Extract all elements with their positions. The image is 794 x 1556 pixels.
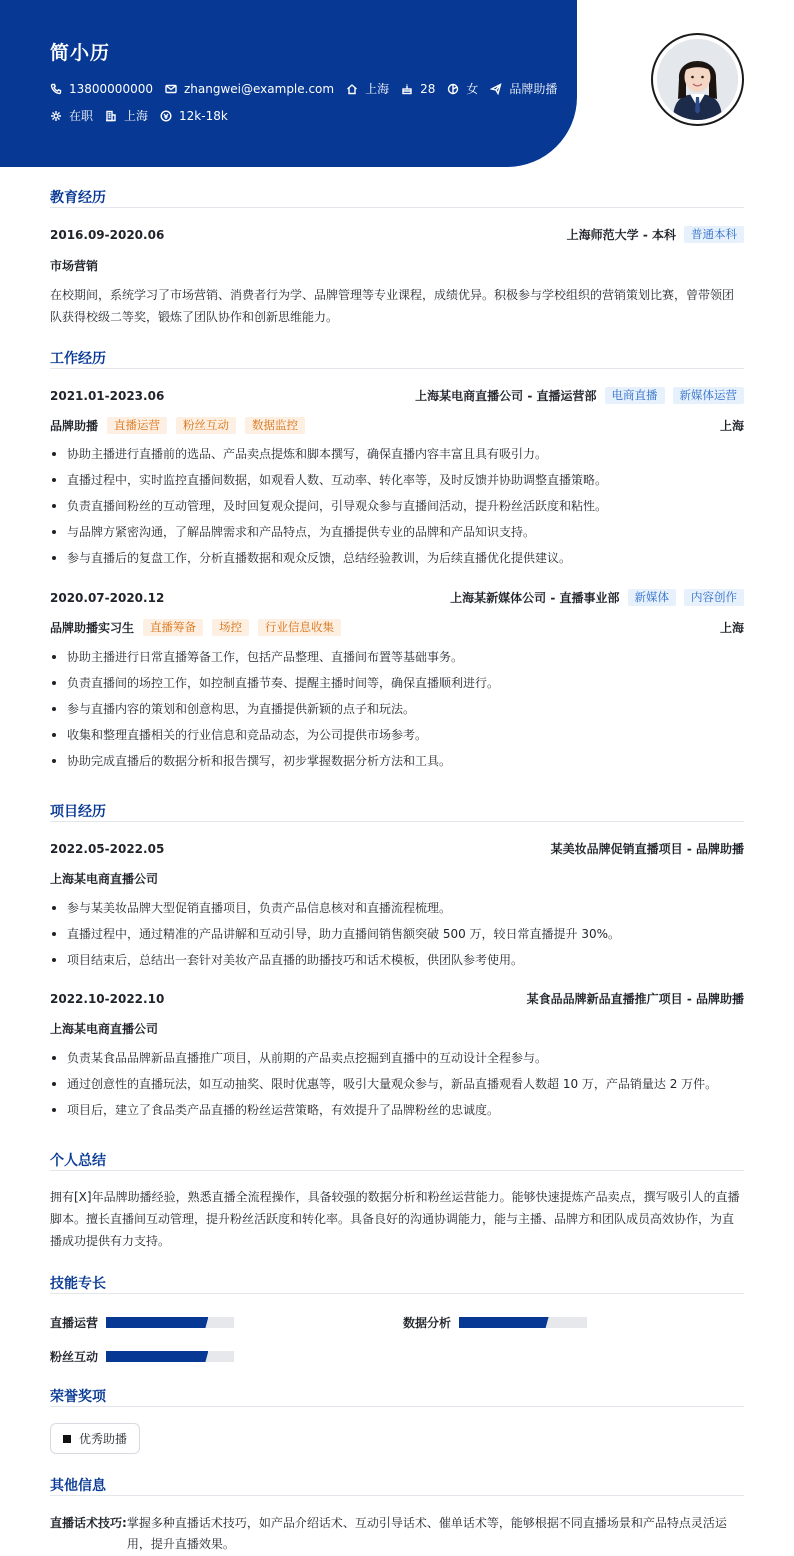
phone-item	[50, 82, 153, 96]
list-item: 收集和整理直播相关的行业信息和竞品动态，为公司提供市场参考。	[50, 722, 744, 748]
project-date: 2022.10-2022.10	[50, 991, 165, 1006]
phone-icon	[50, 83, 62, 95]
list-item: 项目后，建立了食品类产品直播的粉丝运营策略，有效提升了品牌粉丝的忠诚度。	[50, 1097, 744, 1123]
position-text: 品牌助播	[509, 82, 558, 96]
salary-item	[160, 109, 228, 123]
skill-bar	[459, 1317, 587, 1328]
list-item: 项目结束后，总结出一套针对美妆产品直播的助播技巧和话术模板，供团队参考使用。	[50, 947, 744, 973]
project-company: 上海某电商直播公司	[50, 872, 159, 886]
cake-icon	[401, 83, 413, 95]
skill-item	[50, 1348, 234, 1365]
job-tag: 电商直播	[605, 387, 665, 404]
skill-item	[403, 1314, 587, 1331]
skill-bar	[106, 1317, 234, 1328]
gender-icon	[447, 83, 459, 95]
job-skill-tag: 场控	[212, 619, 249, 636]
job-company: 上海某新媒体公司 - 直播事业部	[450, 591, 620, 605]
education-tag: 普通本科	[684, 226, 744, 243]
skill-item	[50, 1314, 234, 1331]
project-bullet-list	[50, 1045, 744, 1123]
job-company-group	[415, 387, 744, 404]
list-item: 协助主播进行直播前的选品、产品卖点提炼和脚本撰写，确保直播内容丰富且具有吸引力。	[50, 441, 744, 467]
job-skill-tag: 数据监控	[245, 417, 305, 434]
job-skill-tag: 行业信息收集	[258, 619, 341, 636]
job-role: 品牌助播	[50, 419, 99, 433]
summary-section-title: 个人总结	[50, 1153, 106, 1169]
skill-name: 直播运营	[50, 1316, 99, 1330]
salary-icon	[160, 110, 172, 122]
job-skill-tag: 粉丝互动	[176, 417, 236, 434]
awards-section-title: 荣誉奖项	[50, 1389, 106, 1405]
education-section-title: 教育经历	[50, 190, 106, 206]
other-section-title: 其他信息	[50, 1478, 106, 1494]
other-info-row	[50, 1513, 744, 1555]
other-divider	[50, 1495, 744, 1496]
project-company-row	[50, 870, 744, 887]
education-school-group	[567, 226, 744, 243]
gender-item	[447, 80, 478, 97]
project-header-row	[50, 990, 744, 1007]
project-name: 某食品品牌新品直播推广项目 - 品牌助播	[526, 992, 744, 1006]
project-bullet-list	[50, 895, 744, 973]
list-item: 协助完成直播后的数据分析和报告撰写，初步掌握数据分析方法和工具。	[50, 748, 744, 774]
job-company: 上海某电商直播公司 - 直播运营部	[415, 389, 597, 403]
city-text: 上海	[124, 109, 149, 123]
candidate-name: 简小历	[50, 42, 111, 64]
job-skill-tag: 直播筹备	[143, 619, 203, 636]
other-info-value: 掌握多种直播话术技巧，如产品介绍话术、互动引导话术、催单话术等，能够根据不同直播场景和产品特点灵活运用，提升直播效果。	[126, 1516, 727, 1551]
education-header-row	[50, 226, 744, 243]
project-header-row	[50, 840, 744, 857]
profile-header	[0, 0, 577, 167]
project-company-row	[50, 1020, 744, 1037]
age-item	[401, 82, 435, 96]
job-company-group	[450, 589, 744, 606]
job-date: 2020.07-2020.12	[50, 590, 165, 605]
city-item	[105, 107, 148, 124]
skill-bar	[106, 1351, 234, 1362]
list-item: 负责某食品品牌新品直播推广项目，从前期的产品卖点挖掘到直播中的互动设计全程参与。	[50, 1045, 744, 1071]
job-bullet-list	[50, 441, 744, 571]
email-text: zhangwei@example.com	[183, 81, 335, 96]
awards-divider	[50, 1406, 744, 1407]
job-header-row	[50, 387, 744, 404]
job-city: 上海	[719, 419, 744, 433]
position-item	[490, 80, 557, 97]
skill-bar-fill	[106, 1351, 208, 1362]
location-item	[346, 80, 389, 97]
status-item	[50, 107, 93, 124]
status-icon	[50, 110, 62, 122]
award-badge	[50, 1423, 140, 1454]
list-item: 参与某美妆品牌大型促销直播项目，负责产品信息核对和直播流程梳理。	[50, 895, 744, 921]
education-divider	[50, 207, 744, 208]
job-role-row	[50, 619, 744, 636]
job-city: 上海	[719, 621, 744, 635]
project-date: 2022.05-2022.05	[50, 841, 165, 856]
list-item: 参与直播后的复盘工作，分析直播数据和观众反馈，总结经验教训，为后续直播优化提供建议。	[50, 545, 744, 571]
list-item: 负责直播间的场控工作，如控制直播节奏、提醒主播时间等，确保直播顺利进行。	[50, 670, 744, 696]
avatar	[651, 33, 744, 126]
list-item: 负责直播间粉丝的互动管理，及时回复观众提问，引导观众参与直播间活动，提升粉丝活跃度和粘性。	[50, 493, 744, 519]
projects-divider	[50, 821, 744, 822]
send-icon	[490, 83, 502, 95]
education-description: 在校期间，系统学习了市场营销、消费者行为学、品牌管理等专业课程，成绩优异。积极参与学校组织的营销策划比赛，曾带领团队获得校级二等奖，锻炼了团队协作和创新思维能力。	[50, 288, 735, 324]
job-role: 品牌助播实习生	[50, 621, 135, 635]
email-item	[165, 82, 334, 96]
job-skill-tag: 直播运营	[107, 417, 167, 434]
award-label: 优秀助播	[79, 1432, 128, 1446]
list-item: 与品牌方紧密沟通，了解品牌需求和产品特点，为直播提供专业的品牌和产品知识支持。	[50, 519, 744, 545]
location-text: 上海	[365, 82, 390, 96]
building-icon	[105, 110, 117, 122]
job-tag: 新媒体运营	[673, 387, 745, 404]
job-tag: 内容创作	[684, 589, 744, 606]
summary-divider	[50, 1170, 744, 1171]
education-major: 市场营销	[50, 259, 99, 273]
skills-section-title: 技能专长	[50, 1276, 106, 1292]
other-info-key: 直播话术技巧:	[50, 1516, 127, 1530]
skill-bar-fill	[106, 1317, 208, 1328]
job-bullet-list	[50, 644, 744, 774]
education-major-row	[50, 257, 744, 274]
list-item: 参与直播内容的策划和创意构思，为直播提供新颖的点子和玩法。	[50, 696, 744, 722]
status-text: 在职	[69, 109, 94, 123]
job-role-group	[50, 619, 341, 636]
work-divider	[50, 368, 744, 369]
salary-text: 12k-18k	[179, 108, 228, 123]
education-school: 上海师范大学 - 本科	[566, 228, 676, 242]
job-role-row	[50, 417, 744, 434]
project-name: 某美妆品牌促销直播项目 - 品牌助播	[550, 842, 744, 856]
skill-name: 粉丝互动	[50, 1350, 99, 1364]
skills-divider	[50, 1293, 744, 1294]
contact-row	[50, 80, 569, 97]
gender-text: 女	[466, 82, 479, 96]
job-header-row	[50, 589, 744, 606]
job-date: 2021.01-2023.06	[50, 388, 165, 403]
job-role-group	[50, 417, 305, 434]
projects-section-title: 项目经历	[50, 804, 106, 820]
mail-icon	[165, 83, 177, 95]
list-item: 通过创意性的直播玩法，如互动抽奖、限时优惠等，吸引大量观众参与，新品直播观看人数超 10 万，产品销量达 2 万件。	[50, 1071, 744, 1097]
phone-text: 13800000000	[69, 81, 153, 96]
status-row	[50, 107, 240, 124]
skill-bar-fill	[459, 1317, 549, 1328]
education-date: 2016.09-2020.06	[50, 227, 165, 242]
project-company: 上海某电商直播公司	[50, 1022, 159, 1036]
square-bullet-icon	[63, 1435, 71, 1443]
list-item: 协助主播进行日常直播筹备工作，包括产品整理、直播间布置等基础事务。	[50, 644, 744, 670]
job-tag: 新媒体	[628, 589, 677, 606]
summary-text: 拥有[X]年品牌助播经验，熟悉直播全流程操作，具备较强的数据分析和粉丝运营能力。能够快速提炼产品卖点，撰写吸引人的直播脚本。擅长直播间互动管理，提升粉丝活跃度和转化率。具备良好的沟通协调能力，能与主播、品牌方和团队成员高效协作，为直播成功提供有力支持。	[50, 1190, 740, 1248]
list-item: 直播过程中，实时监控直播间数据，如观看人数、互动率、转化率等，及时反馈并协助调整直播策略。	[50, 467, 744, 493]
avatar-photo	[657, 39, 738, 120]
age-text: 28	[420, 81, 436, 96]
home-icon	[346, 83, 358, 95]
work-section-title: 工作经历	[50, 351, 106, 367]
list-item: 直播过程中，通过精准的产品讲解和互动引导，助力直播间销售额突破 500 万，较日常直播提升 30%。	[50, 921, 744, 947]
skill-name: 数据分析	[403, 1316, 452, 1330]
